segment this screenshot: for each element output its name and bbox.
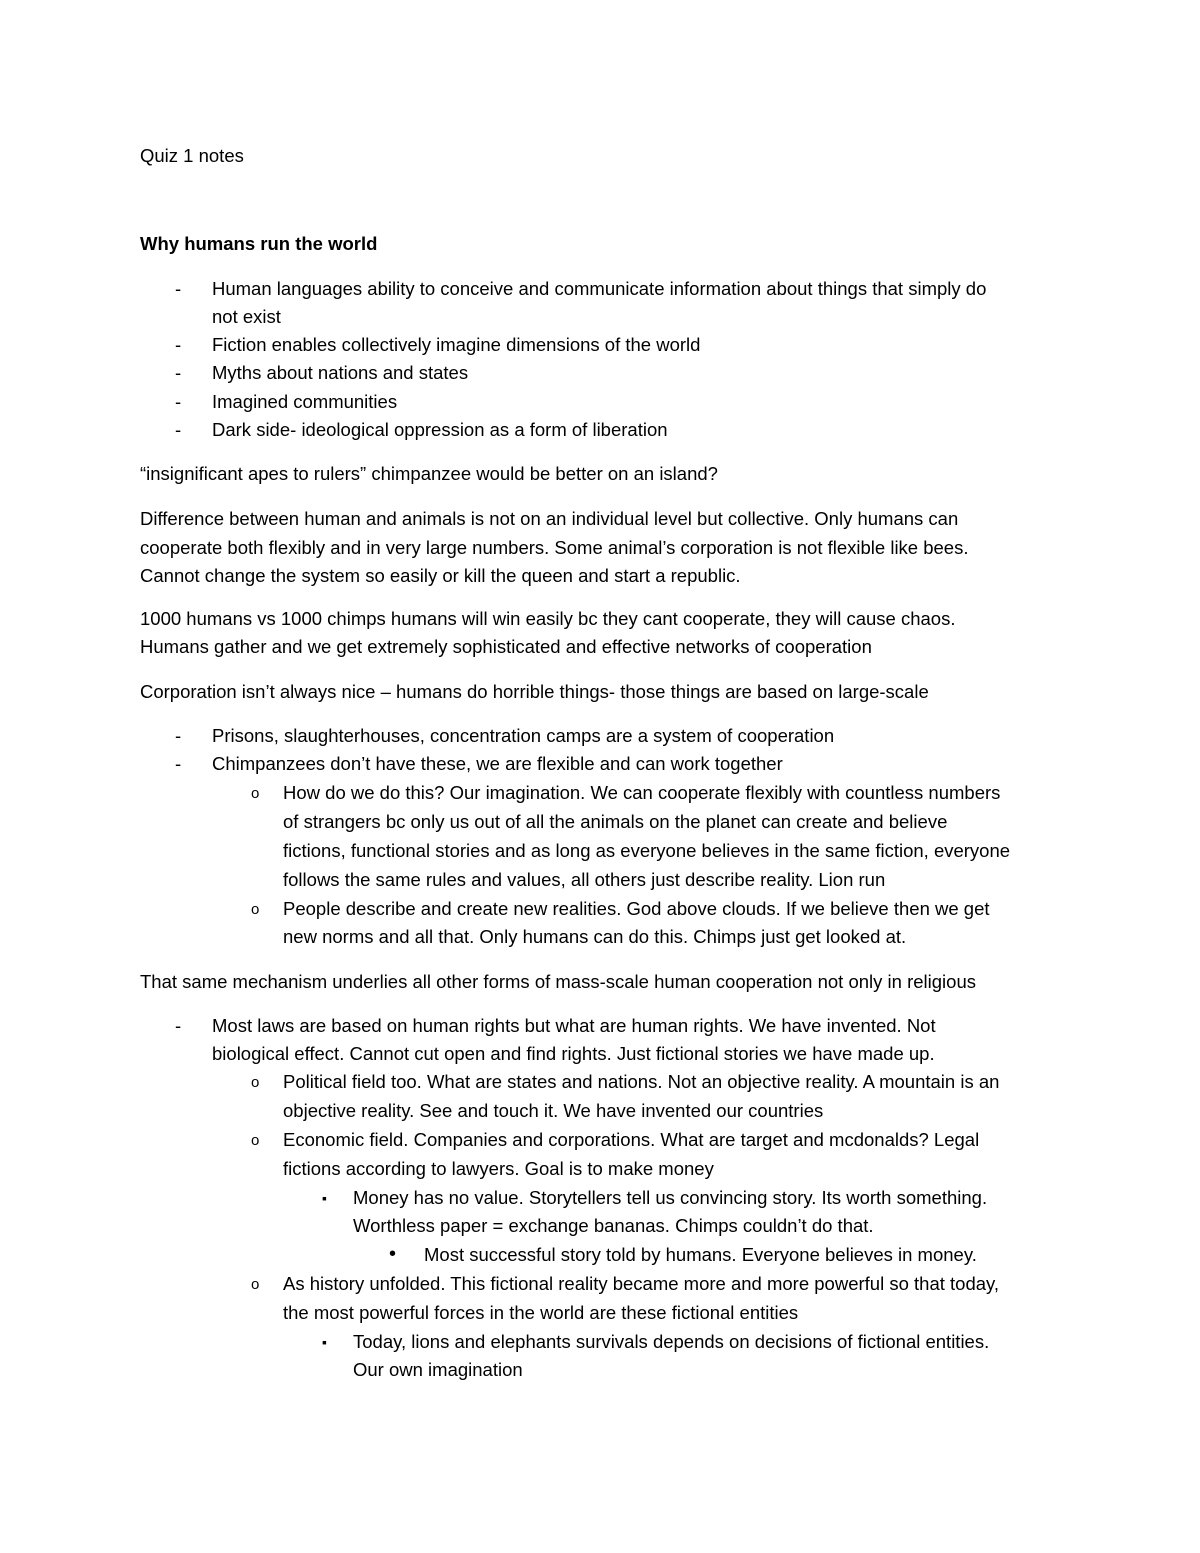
list-item-line: How do we do this? Our imagination. We can cooperate flexibly with countless numbers	[283, 782, 1001, 803]
list-marker: o	[251, 901, 260, 918]
list-item-line: objective reality. See and touch it. We have invented our countries	[283, 1100, 824, 1121]
list-item-line: Dark side- ideological oppression as a form of liberation	[212, 419, 668, 440]
list-item-line: of strangers bc only us out of all the animals on the planet can create and believe	[283, 811, 948, 832]
list-marker: o	[251, 1276, 260, 1293]
list-item-line: new norms and all that. Only humans can do this. Chimps just get looked at.	[283, 926, 907, 947]
list-marker: o	[251, 1074, 260, 1091]
list-item-line: biological effect. Cannot cut open and find rights. Just fictional stories we have made up.	[212, 1043, 935, 1064]
list-item-line: Money has no value. Storytellers tell us convincing story. Its worth something.	[353, 1187, 988, 1208]
list-item-line: Chimpanzees don’t have these, we are flexible and can work together	[212, 753, 783, 774]
list-item-line: the most powerful forces in the world are these fictional entities	[283, 1302, 799, 1323]
paragraph-line: cooperate both flexibly and in very large numbers. Some animal’s corporation is not flexible like bees.	[140, 537, 969, 558]
document-title: Quiz 1 notes	[140, 145, 244, 166]
list-item-line: Most successful story told by humans. Everyone believes in money.	[424, 1244, 977, 1265]
list-marker: -	[175, 362, 182, 383]
list-item-line: follows the same rules and values, all others just describe reality. Lion run	[283, 869, 886, 890]
list-item-line: Fiction enables collectively imagine dimensions of the world	[212, 334, 701, 355]
list-marker: -	[175, 334, 182, 355]
list-item-line: As history unfolded. This fictional reality became more and more powerful so that today,	[283, 1273, 1000, 1294]
list-marker: -	[175, 1015, 182, 1036]
list-item-line: Most laws are based on human rights but what are human rights. We have invented. Not	[212, 1015, 936, 1036]
paragraph-line: Difference between human and animals is not on an individual level but collective. Only humans can	[140, 508, 959, 529]
list-marker: •	[389, 1243, 397, 1265]
list-item-line: Economic field. Companies and corporations. What are target and mcdonalds? Legal	[283, 1129, 980, 1150]
paragraph-line: Cannot change the system so easily or kill the queen and start a republic.	[140, 565, 741, 586]
paragraph: Corporation isn’t always nice – humans do horrible things- those things are based on large-scale	[140, 681, 929, 702]
list-item-line: Imagined communities	[212, 391, 398, 412]
list-item-line: fictions according to lawyers. Goal is to make money	[283, 1158, 714, 1179]
list-marker: -	[175, 278, 182, 299]
list-marker: -	[175, 419, 182, 440]
list-item-line: Myths about nations and states	[212, 362, 469, 383]
paragraph: “insignificant apes to rulers” chimpanzee would be better on an island?	[140, 463, 718, 484]
list-marker: -	[175, 391, 182, 412]
list-marker: ▪	[322, 1334, 327, 1350]
paragraph-line: Humans gather and we get extremely sophisticated and effective networks of cooperation	[140, 636, 872, 657]
paragraph: That same mechanism underlies all other forms of mass-scale human cooperation not only in religious	[140, 971, 976, 992]
list-marker: -	[175, 753, 182, 774]
list-marker: -	[175, 725, 182, 746]
list-item-line: Worthless paper = exchange bananas. Chimps couldn’t do that.	[353, 1215, 874, 1236]
list-marker: ▪	[322, 1190, 327, 1206]
paragraph-line: 1000 humans vs 1000 chimps humans will win easily bc they cant cooperate, they will cause chaos.	[140, 608, 956, 629]
list-item-line: People describe and create new realities. God above clouds. If we believe then we get	[283, 898, 990, 919]
list-item-line: Political field too. What are states and nations. Not an objective reality. A mountain is an	[283, 1071, 1000, 1092]
list-item-line: not exist	[212, 306, 281, 327]
section-heading: Why humans run the world	[140, 233, 378, 254]
list-item-line: Today, lions and elephants survivals depends on decisions of fictional entities.	[353, 1331, 990, 1352]
list-item-line: Prisons, slaughterhouses, concentration camps are a system of cooperation	[212, 725, 835, 746]
list-marker: o	[251, 1132, 260, 1149]
list-item-line: Human languages ability to conceive and communicate information about things that simply do	[212, 278, 987, 299]
list-item-line: Our own imagination	[353, 1359, 523, 1380]
list-marker: o	[251, 785, 260, 802]
list-item-line: fictions, functional stories and as long as everyone believes in the same fiction, everyone	[283, 840, 1011, 861]
